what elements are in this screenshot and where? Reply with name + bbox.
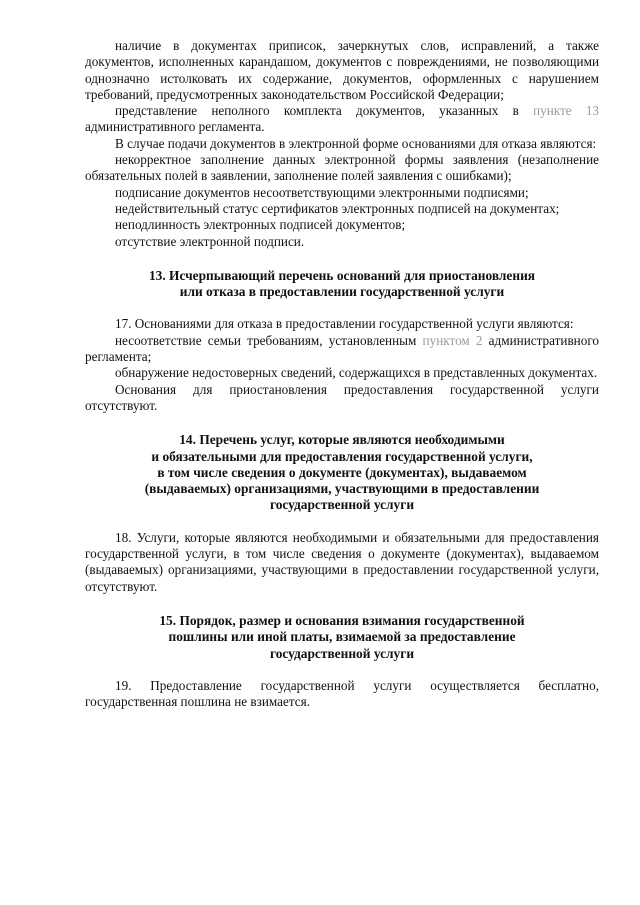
heading-line: 15. Порядок, размер и основания взимания государственной: [159, 612, 525, 628]
heading-line: 13. Исчерпывающий перечень оснований для приостановления: [148, 267, 536, 283]
spacer: [85, 300, 599, 316]
heading-line: в том числе сведения о документе (документах), выдаваемом: [157, 464, 527, 480]
reference-link[interactable]: пунктом 2: [422, 332, 483, 348]
section-15-heading: [85, 613, 599, 662]
text: несоответствие семьи требованиям, установленным: [115, 332, 417, 348]
paragraph-signature-forgery: неподлинность электронных подписей документов;: [115, 217, 406, 233]
spacer: [85, 514, 599, 530]
paragraph-17: 17. Основаниями для отказа в предоставлении государственной услуги являются:: [115, 316, 574, 332]
document-body: [85, 38, 599, 710]
paragraph-corrections: наличие в документах приписок, зачеркнутых слов, исправлений, а также документов, исполненных карандашом, документов с повреждениями, не позволяющими однозначно истолковать их содержание, документов, оформленных с нарушением требований, предусмотренных законодательством Российской Федерации;: [85, 38, 599, 102]
paragraph-incomplete-docs: [85, 103, 599, 136]
spacer: [85, 414, 599, 432]
heading-line: (выдаваемых) организациями, участвующими в предоставлении: [144, 481, 540, 497]
section-14-heading: [85, 432, 599, 513]
paragraph-electronic-intro: В случае подачи документов в электронной форме основаниями для отказа являются:: [115, 135, 597, 151]
spacer: [85, 662, 599, 678]
paragraph-family-requirements: [85, 333, 599, 366]
heading-line: 14. Перечень услуг, которые являются необходимыми: [179, 432, 505, 448]
paragraph-suspension: Основания для приостановления предоставления государственной услуги отсутствуют.: [85, 381, 599, 413]
paragraph-18: 18. Услуги, которые являются необходимыми и обязательными для предоставления государственной услуги, в том числе сведения о документе (документах), выдаваемом (выдаваемых) организациями, участвующими в предоставлении государственной услуги, отсутствуют.: [85, 529, 599, 594]
heading-line: или отказа в предоставлении государственной услуги: [179, 284, 505, 300]
paragraph-false-info: обнаружение недостоверных сведений, содержащихся в представленных документах.: [115, 365, 598, 381]
text: административного регламента.: [85, 119, 265, 135]
paragraph-invalid-certificate: недействительный статус сертификатов электронных подписей на документах;: [115, 200, 560, 216]
heading-line: пошлины или иной платы, взимаемой за предоставление: [168, 629, 516, 645]
reference-link[interactable]: пункте 13: [533, 103, 600, 119]
text: представление неполного комплекта документов, указанных в: [115, 103, 519, 119]
paragraph-no-signature: отсутствие электронной подписи.: [115, 233, 305, 249]
paragraph-incorrect-form: некорректное заполнение данных электронной формы заявления (незаполнение обязательных полей в заявлении, заполнение полей заявления с ошибками);: [85, 152, 599, 184]
heading-line: государственной услуги: [269, 645, 415, 661]
section-13-heading: [85, 268, 599, 301]
heading-line: государственной услуги: [269, 497, 415, 513]
paragraph-19: 19. Предоставление государственной услуги осуществляется бесплатно, государственная пошлина не взимается.: [85, 677, 599, 710]
heading-line: и обязательными для предоставления государственной услуги,: [151, 448, 533, 464]
spacer: [85, 250, 599, 268]
paragraph-signature-mismatch: подписание документов несоответствующими электронными подписями;: [115, 184, 529, 200]
text: административного регламента;: [85, 332, 600, 365]
spacer: [85, 595, 599, 613]
